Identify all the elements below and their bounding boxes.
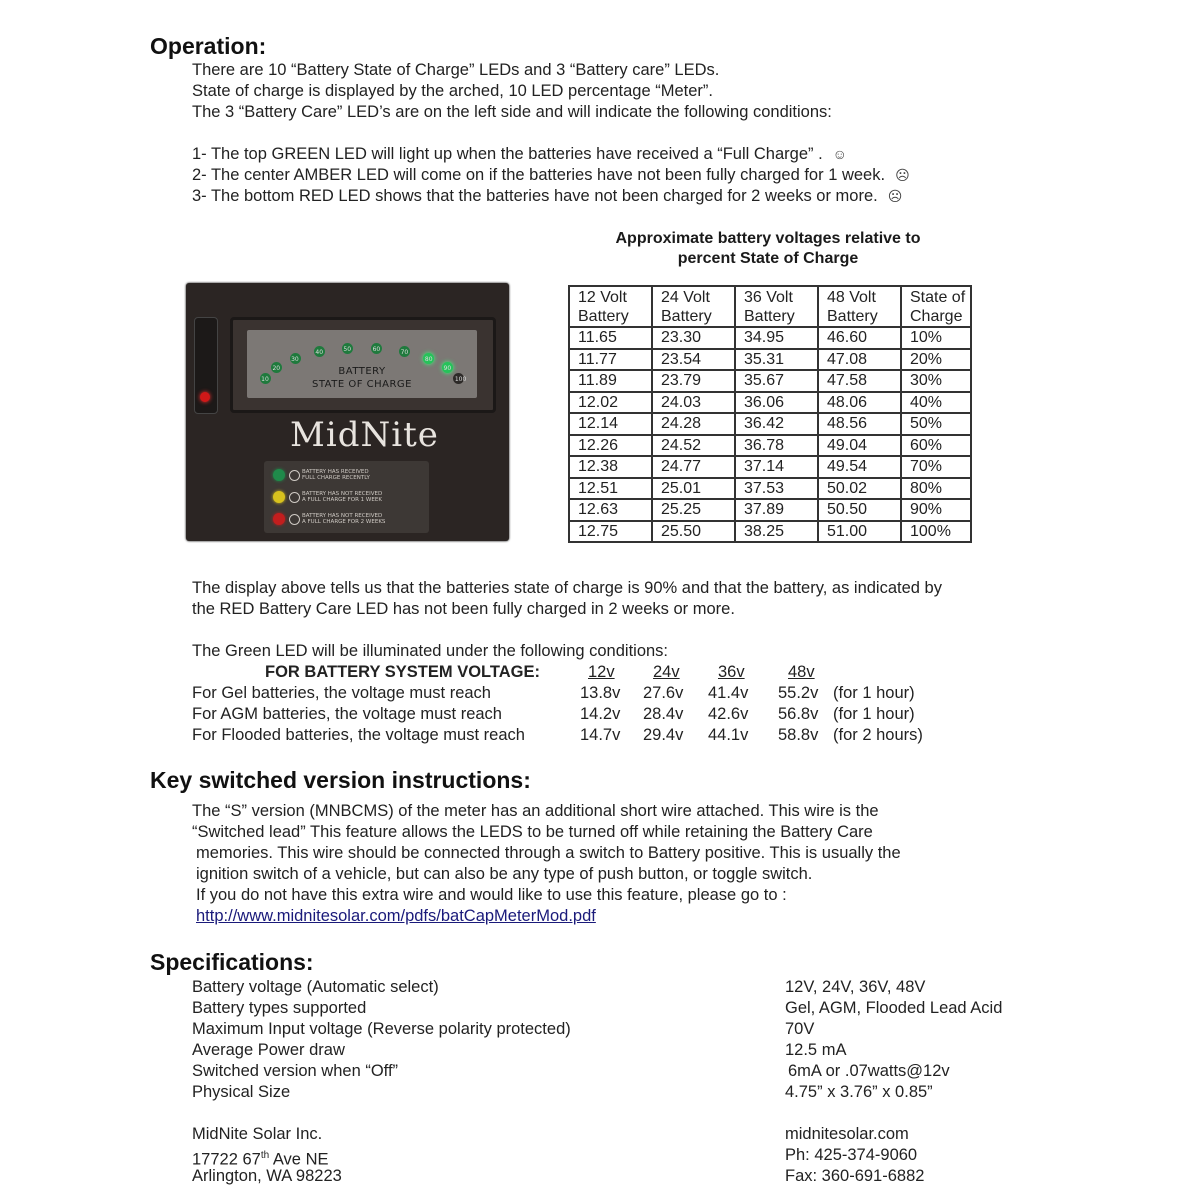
side-slot — [194, 317, 218, 414]
gel-value: 55.2v — [778, 684, 819, 702]
face-icon — [289, 492, 300, 503]
table-header: State of Charge — [901, 286, 971, 327]
table-cell: 23.79 — [652, 370, 735, 392]
table-row — [569, 370, 971, 392]
spec-value: 4.75” x 3.76” x 0.85” — [785, 1083, 933, 1101]
soc-led-label: 80 — [424, 355, 433, 363]
table-cell: 36.06 — [735, 392, 818, 414]
table-cell: 12.26 — [569, 435, 652, 457]
battery-care-led-icon — [273, 491, 285, 503]
soc-led-label: 90 — [443, 364, 452, 372]
battery-care-panel — [264, 461, 429, 533]
table-cell: 37.53 — [735, 478, 818, 500]
table-cell: 12.51 — [569, 478, 652, 500]
company-fax: Fax: 360-691-6882 — [785, 1167, 925, 1185]
table-row — [569, 456, 971, 478]
table-cell: 12.75 — [569, 521, 652, 543]
gel-label: For Gel batteries, the voltage must reach — [192, 684, 491, 702]
street-name: Ave NE — [269, 1150, 329, 1169]
table-row — [569, 478, 971, 500]
operation-line: The 3 “Battery Care” LED’s are on the left side and will indicate the following conditions: — [192, 103, 832, 121]
spec-label: Maximum Input voltage (Reverse polarity protected) — [192, 1020, 571, 1038]
table-header: 12 Volt Battery — [569, 286, 652, 327]
gauge-label: STATE OF CHARGE — [311, 379, 412, 390]
flooded-value: 14.7v — [580, 726, 621, 744]
table-cell: 38.25 — [735, 521, 818, 543]
table-cell: 50.50 — [818, 499, 901, 521]
table-cell: 30% — [901, 370, 971, 392]
key-switched-line: memories. This wire should be connected through a switch to Battery positive. This is usually the — [196, 844, 901, 862]
table-row — [569, 327, 971, 349]
table-cell: 80% — [901, 478, 971, 500]
voltage-table — [568, 285, 972, 543]
agm-label: For AGM batteries, the voltage must reach — [192, 705, 502, 723]
spec-label: Battery types supported — [192, 999, 367, 1017]
gel-value: 27.6v — [643, 684, 684, 702]
table-cell: 20% — [901, 349, 971, 371]
battery-care-line: BATTERY HAS NOT RECEIVED — [302, 491, 383, 497]
soc-led-label: 50 — [343, 345, 352, 353]
spec-label: Switched version when “Off” — [192, 1062, 399, 1080]
key-switched-line: ignition switch of a vehicle, but can also be any type of push button, or toggle switch. — [196, 865, 813, 883]
agm-value: 42.6v — [708, 705, 749, 723]
meter-panel — [230, 317, 496, 413]
key-switched-heading: Key switched version instructions: — [150, 767, 531, 793]
table-cell: 12.38 — [569, 456, 652, 478]
specifications-heading: Specifications: — [150, 949, 314, 975]
battery-care-text — [302, 491, 382, 503]
table-cell: 10% — [901, 327, 971, 349]
table-cell: 24.52 — [652, 435, 735, 457]
table-cell: 47.08 — [818, 349, 901, 371]
gauge-label: BATTERY — [338, 366, 386, 377]
street-number: 17722 67 — [192, 1150, 261, 1169]
table-cell: 12.02 — [569, 392, 652, 414]
soc-led-label: 60 — [372, 345, 381, 353]
flooded-duration: (for 2 hours) — [833, 726, 923, 744]
soc-led-label: 10 — [261, 375, 269, 383]
table-cell: 11.65 — [569, 327, 652, 349]
table-cell: 12.14 — [569, 413, 652, 435]
table-cell: 12.63 — [569, 499, 652, 521]
soc-gauge — [247, 330, 477, 398]
frowning-face-icon: ☹ — [887, 188, 903, 204]
spec-label: Physical Size — [192, 1083, 291, 1101]
flooded-value: 44.1v — [708, 726, 749, 744]
gel-value: 13.8v — [580, 684, 621, 702]
battery-meter-image — [186, 283, 509, 541]
system-voltage-label: FOR BATTERY SYSTEM VOLTAGE: — [265, 663, 541, 681]
table-cell: 11.89 — [569, 370, 652, 392]
battery-care-line: A FULL CHARGE FOR 1 WEEK — [302, 497, 382, 503]
flooded-value: 29.4v — [643, 726, 684, 744]
key-switched-line: If you do not have this extra wire and would like to use this feature, please go to : — [196, 886, 787, 904]
flooded-label: For Flooded batteries, the voltage must reach — [192, 726, 525, 744]
battery-care-line: BATTERY HAS NOT RECEIVED — [302, 513, 383, 519]
soc-led-label: 30 — [291, 355, 299, 363]
table-cell: 25.50 — [652, 521, 735, 543]
table-cell: 50.02 — [818, 478, 901, 500]
key-switched-line: The “S” version (MNBCMS) of the meter has an additional short wire attached. This wire is the — [192, 802, 879, 820]
smiley-face-icon: ☺ — [832, 146, 847, 162]
battery-care-text — [302, 469, 370, 481]
condition-text: 2- The center AMBER LED will come on if the batteries have not been fully charged for 1 week. — [192, 166, 886, 184]
green-led-intro: The Green LED will be illuminated under the following conditions: — [192, 642, 669, 660]
gel-duration: (for 1 hour) — [833, 684, 915, 702]
voltage-header: 48v — [788, 663, 815, 681]
table-cell: 90% — [901, 499, 971, 521]
voltage-header: 36v — [718, 663, 745, 681]
table-cell: 25.25 — [652, 499, 735, 521]
spec-value: 6mA or .07watts@12v — [788, 1062, 950, 1080]
table-title — [568, 229, 968, 269]
table-cell: 100% — [901, 521, 971, 543]
company-phone: Ph: 425-374-9060 — [785, 1146, 918, 1164]
table-cell: 23.30 — [652, 327, 735, 349]
battery-care-text — [302, 513, 385, 525]
agm-duration: (for 1 hour) — [833, 705, 915, 723]
soc-led-label: 20 — [272, 364, 281, 372]
face-icon — [289, 470, 300, 481]
operation-line: There are 10 “Battery State of Charge” LEDs and 3 “Battery care” LEDs. — [192, 61, 720, 79]
condition-text: 1- The top GREEN LED will light up when the batteries have received a “Full Charge” . — [192, 145, 823, 163]
table-cell: 40% — [901, 392, 971, 414]
table-title-line: Approximate battery voltages relative to — [615, 230, 921, 247]
table-cell: 24.77 — [652, 456, 735, 478]
table-cell: 25.01 — [652, 478, 735, 500]
gel-value: 41.4v — [708, 684, 749, 702]
display-note-line: the RED Battery Care LED has not been fully charged in 2 weeks or more. — [192, 600, 735, 618]
spec-value: Gel, AGM, Flooded Lead Acid — [785, 999, 1003, 1017]
operation-line: State of charge is displayed by the arched, 10 LED percentage “Meter”. — [192, 82, 713, 100]
table-cell: 50% — [901, 413, 971, 435]
table-cell: 11.77 — [569, 349, 652, 371]
table-cell: 24.28 — [652, 413, 735, 435]
condition-red — [192, 186, 902, 207]
midnite-logo: MidNite — [290, 415, 439, 455]
spec-label: Average Power draw — [192, 1041, 345, 1059]
table-title-line: percent State of Charge — [677, 250, 859, 267]
table-cell: 35.67 — [735, 370, 818, 392]
company-name: MidNite Solar Inc. — [192, 1125, 323, 1143]
table-cell: 34.95 — [735, 327, 818, 349]
table-cell: 23.54 — [652, 349, 735, 371]
street-suffix: th — [260, 1150, 270, 1161]
table-row — [569, 435, 971, 457]
red-indicator-icon — [200, 392, 210, 402]
table-cell: 51.00 — [818, 521, 901, 543]
table-row — [569, 349, 971, 371]
table-row — [569, 392, 971, 414]
table-cell: 49.54 — [818, 456, 901, 478]
table-header: 36 Volt Battery — [735, 286, 818, 327]
frowning-face-icon: ☹ — [895, 167, 910, 183]
battery-care-led-icon — [273, 469, 285, 481]
table-row — [569, 499, 971, 521]
condition-amber — [192, 165, 910, 186]
soc-led-label: 70 — [400, 349, 409, 357]
table-header: 24 Volt Battery — [652, 286, 735, 327]
battery-care-line: BATTERY HAS RECEIVED — [302, 469, 369, 475]
spec-value: 70V — [785, 1020, 815, 1038]
battery-care-led-icon — [273, 513, 285, 525]
table-row — [569, 521, 971, 543]
table-cell: 48.56 — [818, 413, 901, 435]
face-icon — [289, 514, 300, 525]
condition-text: 3- The bottom RED LED shows that the batteries have not been charged for 2 weeks or more. — [192, 187, 878, 205]
table-cell: 47.58 — [818, 370, 901, 392]
voltage-header: 24v — [653, 663, 680, 681]
company-city: Arlington, WA 98223 — [192, 1167, 342, 1185]
batcap-meter-mod-link[interactable]: http://www.midnitesolar.com/pdfs/batCapMeterMod.pdf — [196, 907, 596, 925]
table-cell: 49.04 — [818, 435, 901, 457]
table-cell: 36.78 — [735, 435, 818, 457]
table-header: 48 Volt Battery — [818, 286, 901, 327]
table-cell: 35.31 — [735, 349, 818, 371]
agm-value: 28.4v — [643, 705, 684, 723]
table-cell: 60% — [901, 435, 971, 457]
voltage-header: 12v — [588, 663, 615, 681]
battery-care-line: A FULL CHARGE FOR 2 WEEKS — [302, 519, 386, 525]
table-cell: 37.14 — [735, 456, 818, 478]
table-cell: 24.03 — [652, 392, 735, 414]
table-cell: 36.42 — [735, 413, 818, 435]
table-row — [569, 413, 971, 435]
soc-led-label: 40 — [315, 349, 324, 357]
agm-value: 14.2v — [580, 705, 621, 723]
flooded-value: 58.8v — [778, 726, 819, 744]
key-switched-line: “Switched lead” This feature allows the LEDS to be turned off while retaining the Battery Care — [192, 823, 873, 841]
table-cell: 48.06 — [818, 392, 901, 414]
spec-label: Battery voltage (Automatic select) — [192, 978, 439, 996]
table-header-row — [569, 286, 971, 327]
spec-value: 12V, 24V, 36V, 48V — [785, 978, 926, 996]
operation-heading: Operation: — [150, 33, 267, 59]
spec-value: 12.5 mA — [785, 1041, 847, 1059]
soc-led-label: 100 — [454, 375, 467, 383]
table-cell: 37.89 — [735, 499, 818, 521]
condition-green — [192, 144, 847, 165]
agm-value: 56.8v — [778, 705, 819, 723]
table-cell: 46.60 — [818, 327, 901, 349]
company-website: midnitesolar.com — [785, 1125, 909, 1143]
display-note-line: The display above tells us that the batteries state of charge is 90% and that the battery, as indicated by — [192, 579, 942, 597]
battery-care-line: FULL CHARGE RECENTLY — [302, 475, 370, 481]
table-cell: 70% — [901, 456, 971, 478]
